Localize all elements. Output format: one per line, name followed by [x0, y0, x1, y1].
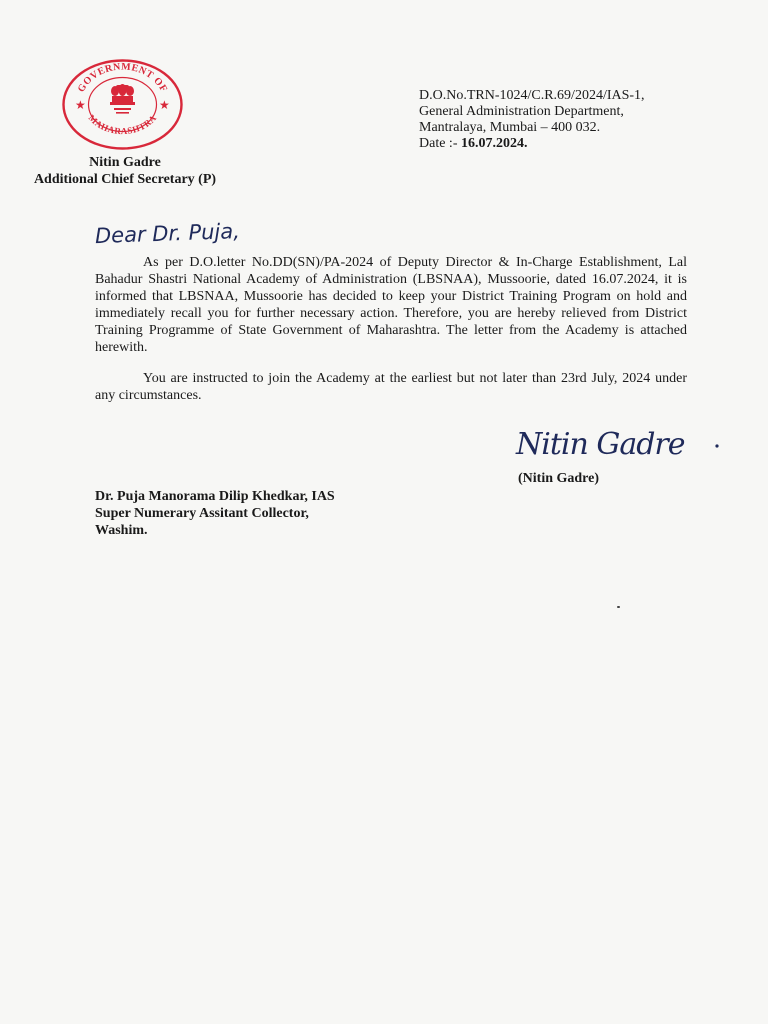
date-label: Date :- — [419, 136, 461, 151]
body-paragraph-2: You are instructed to join the Academy at the earliest but not later than 23rd July, 2024 under any circumstances. — [95, 371, 687, 403]
handwritten-salutation — [93, 212, 283, 252]
reference-department: General Administration Department, — [419, 104, 624, 119]
scan-speck — [617, 606, 620, 608]
reference-address: Mantralaya, Mumbai – 400 032. — [419, 120, 601, 135]
reference-block — [419, 88, 749, 152]
salutation-text: Dear Dr. Puja, — [94, 219, 241, 249]
seal-star-right: ★ — [159, 98, 170, 112]
addressee-name: Dr. Puja Manorama Dilip Khedkar, IAS — [95, 489, 335, 504]
addressee-block — [95, 488, 335, 539]
body-paragraph-1: As per D.O.letter No.DD(SN)/PA-2024 of Deputy Director & In-Charge Establishment, Lal Bahadur Shastri National Academy of Administration (LBSNAA), Mussoorie, dated 16.07.2024, it is informed that LBSNAA, Mussoorie has decided to keep your District Training Program on hold and immediately recall you for further necessary action. Therefore, you are hereby relieved from District Training Programme of State Government of Maharashtra. The letter from the Academy is attached herewith. — [95, 255, 687, 355]
svg-text:MAHARASHTRA — [87, 113, 159, 136]
seal-text-top: GOVERNMENT OF — [75, 61, 170, 95]
seal-text-bottom: MAHARASHTRA — [86, 112, 159, 137]
reference-number: D.O.No.TRN-1024/C.R.69/2024/IAS-1, — [419, 88, 645, 103]
sender-designation: Additional Chief Secretary (P) — [33, 172, 217, 187]
signatory-name: (Nitin Gadre) — [518, 471, 600, 486]
sender-name: Nitin Gadre — [89, 155, 161, 170]
emblem-icon — [110, 84, 135, 114]
addressee-designation: Super Numerary Assitant Collector, — [95, 506, 309, 521]
date-value: 16.07.2024. — [460, 136, 528, 151]
sender-block — [20, 154, 230, 188]
government-seal — [60, 58, 185, 151]
addressee-location: Washim. — [95, 523, 148, 538]
handwritten-signature — [512, 420, 727, 468]
seal-star-left: ★ — [75, 98, 86, 112]
signature-text: Nitin Gadre — [516, 427, 685, 462]
reference-date — [419, 136, 749, 152]
